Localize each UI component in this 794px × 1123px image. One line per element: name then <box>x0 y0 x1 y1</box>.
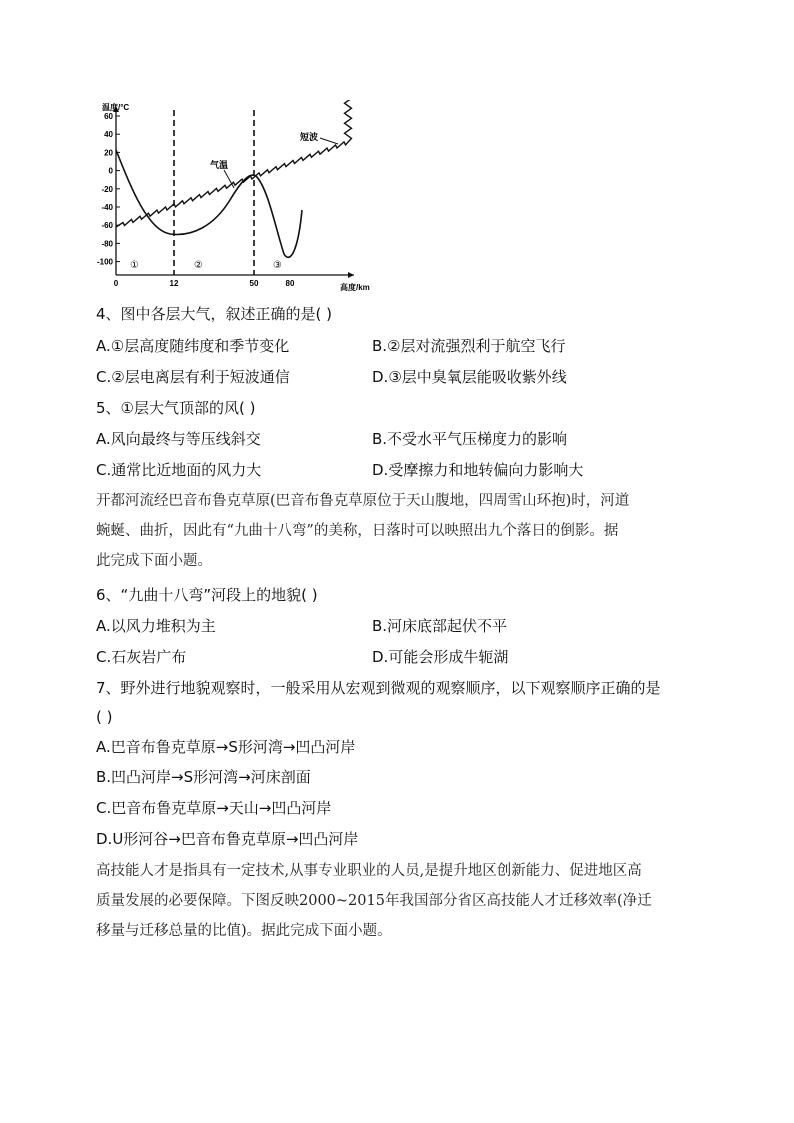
q4-option-c[interactable]: C.②层电离层有利于短波通信 <box>96 368 290 386</box>
q6-option-d[interactable]: D.可能会形成牛轭湖 <box>372 648 509 666</box>
shortwave-zigzag <box>116 100 352 227</box>
q6-option-b[interactable]: B.河床底部起伏不平 <box>372 617 508 635</box>
passage-2-line-1: 高技能人才是指具有一定技术,从事专业职业的人员,是提升地区创新能力、促进地区高 <box>96 863 642 879</box>
q4-option-b[interactable]: B.②层对流强烈利于航空飞行 <box>372 337 566 355</box>
passage-1-line-3: 此完成下面小题。 <box>96 553 212 569</box>
x-axis-label: 高度/km <box>340 283 370 292</box>
layer-label-1: ① <box>130 260 139 271</box>
y-tick-label: 60 <box>104 112 113 121</box>
question-4-stem: 4、图中各层大气，叙述正确的是( ) <box>96 305 333 323</box>
atmosphere-temperature-chart <box>92 100 392 292</box>
q5-option-d[interactable]: D.受摩擦力和地转偏向力影响大 <box>372 461 584 479</box>
x-tick-labels <box>114 279 295 288</box>
q7-option-c[interactable]: C.巴音布鲁克草原→天山→凹凸河岸 <box>96 799 332 817</box>
q4-option-d[interactable]: D.③层中臭氧层能吸收紫外线 <box>372 368 567 386</box>
q7-answer-paren: ( ) <box>96 708 113 726</box>
x-tick-label: 50 <box>249 279 259 288</box>
y-tick-label: -40 <box>101 203 113 212</box>
y-tick-label: -100 <box>96 257 113 267</box>
y-tick-label: -20 <box>101 184 113 194</box>
wave-label-pointer <box>320 138 338 144</box>
q7-option-a[interactable]: A.巴音布鲁克草原→S形河湾→凹凸河岸 <box>96 738 356 756</box>
y-tick-label: -60 <box>101 221 113 231</box>
q5-option-c[interactable]: C.通常比近地面的风力大 <box>96 461 262 479</box>
q7-option-b[interactable]: B.凹凸河岸→S形河湾→河床剖面 <box>96 768 311 786</box>
question-6-stem: 6、“九曲十八弯”河段上的地貌( ) <box>96 586 318 604</box>
x-tick-label: 0 <box>113 279 119 288</box>
q6-option-a[interactable]: A.以风力堆积为主 <box>96 617 216 635</box>
y-axis-label: 温度/°C <box>102 103 130 112</box>
temp-curve-label: 气温 <box>210 160 229 170</box>
q7-option-d[interactable]: D.U形河谷→巴音布鲁克草原→凹凸河岸 <box>96 830 359 848</box>
passage-2-line-3: 移量与迁移总量的比值)。据此完成下面小题。 <box>96 923 392 939</box>
q4-option-a[interactable]: A.①层高度随纬度和季节变化 <box>96 337 290 355</box>
passage-2-line-2: 质量发展的必要保障。下图反映2000~2015年我国部分省区高技能人才迁移效率(净迁 <box>96 893 652 909</box>
q6-option-c[interactable]: C.石灰岩广布 <box>96 648 187 666</box>
q5-option-a[interactable]: A.风向最终与等压线斜交 <box>96 430 261 448</box>
layer-label-3: ③ <box>273 260 282 271</box>
q5-option-b[interactable]: B.不受水平气压梯度力的影响 <box>372 430 568 448</box>
y-tick-label: 20 <box>104 148 113 158</box>
wave-curve-label: 短波 <box>300 132 319 142</box>
layer-label-2: ② <box>194 260 203 271</box>
passage-high-skill-talent <box>96 856 700 946</box>
y-tick-label: 40 <box>104 130 113 140</box>
x-tick-label: 80 <box>285 279 295 288</box>
x-tick-label: 12 <box>169 279 179 288</box>
y-tick-label: 0 <box>108 166 113 176</box>
passage-1-line-2: 蜿蜒、曲折，因此有“九曲十八弯”的美称，日落时可以映照出九个落日的倒影。据 <box>96 523 619 539</box>
question-7-stem: 7、野外进行地貌观察时，一般采用从宏观到微观的观察顺序，以下观察顺序正确的是 <box>96 679 661 697</box>
temperature-curve <box>116 150 302 257</box>
question-5-stem: 5、①层大气顶部的风( ) <box>96 399 256 417</box>
x-axis-arrow <box>348 272 354 278</box>
passage-1-line-1: 开都河流经巴音布鲁克草原(巴音布鲁克草原位于天山腹地，四周雪山环抱)时，河道 <box>96 493 630 509</box>
y-tick-label: -80 <box>101 239 113 249</box>
passage-kaidu-river <box>96 486 700 576</box>
